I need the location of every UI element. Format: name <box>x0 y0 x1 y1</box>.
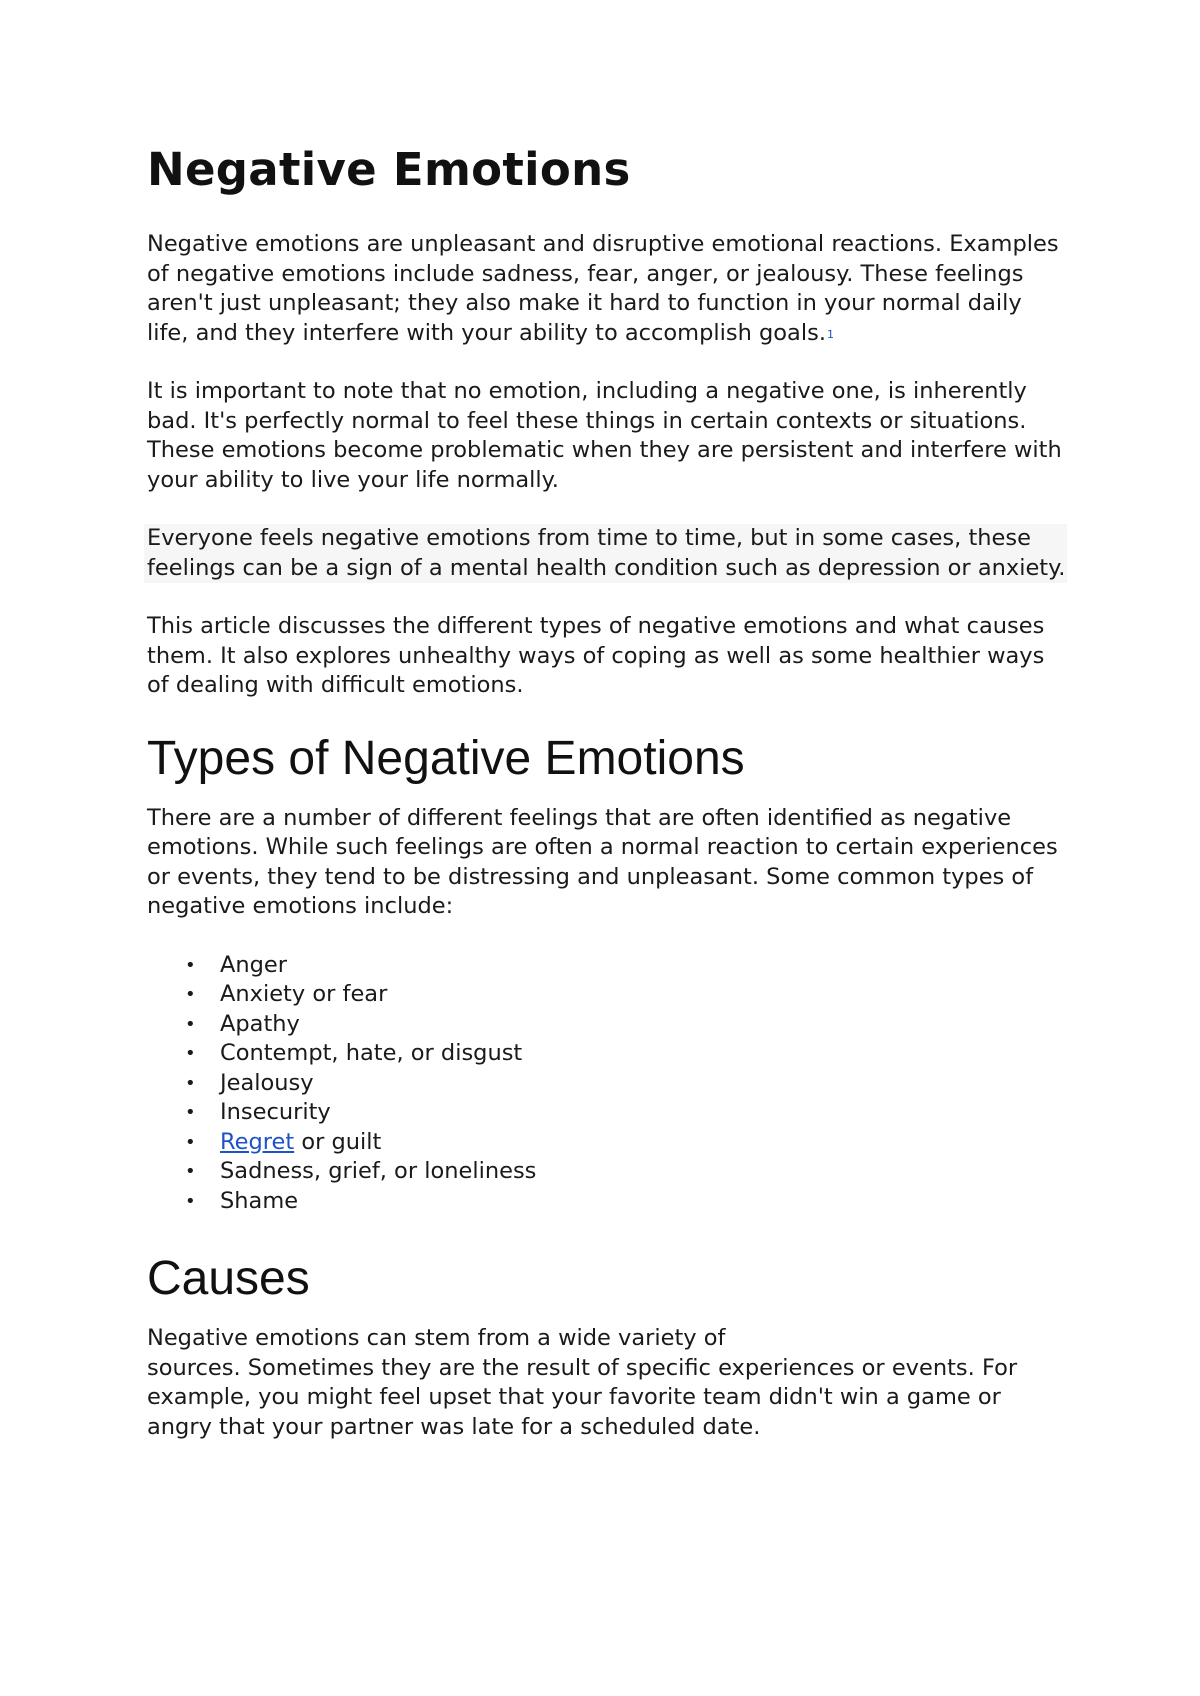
list-item <box>147 1157 1067 1187</box>
list-item <box>147 1187 1067 1217</box>
causes-line-1: Negative emotions can stem from a wide variety of <box>147 1325 726 1351</box>
list-item <box>147 1010 1067 1040</box>
list-item-label: or guilt <box>301 1128 382 1155</box>
causes-paragraph <box>147 1324 1067 1442</box>
page-title: Negative Emotions <box>147 143 631 196</box>
types-paragraph: There are a number of different feelings that are often identified as negative emotions. While such feelings are often a normal reaction to certain experiences or events, they tend to be distressing and unpleasant. Some common types of negative emotions include: <box>147 804 1058 919</box>
article <box>147 140 1067 1471</box>
intro-paragraph-1-text: Negative emotions are unpleasant and disruptive emotional reactions. Examples of negative emotions include sadness, fear, anger, or jealousy. These feelings aren't just unpleasant; they also make it hard to function in your normal daily life, and they interfere with your ability to accomplish goals. <box>147 231 1059 346</box>
bullet-icon: • <box>185 984 196 1005</box>
citation-ref[interactable]: 1 <box>826 327 834 341</box>
list-item-label: Sadness, grief, or loneliness <box>220 1158 537 1184</box>
list-item-label: Anger <box>220 951 288 978</box>
list-item-label: Anxiety or fear <box>220 981 388 1007</box>
list-item <box>147 1128 1067 1158</box>
bullet-icon: • <box>185 954 196 976</box>
emotion-list <box>147 951 1067 1217</box>
regret-link[interactable]: Regret <box>220 1128 295 1155</box>
intro-paragraph-1 <box>147 230 1067 348</box>
bullet-icon: • <box>185 1102 196 1123</box>
bullet-icon: • <box>185 1161 196 1182</box>
list-item-label: Insecurity <box>220 1099 331 1125</box>
list-item <box>147 1098 1067 1128</box>
bullet-icon: • <box>185 1013 196 1035</box>
bullet-icon: • <box>185 1131 196 1153</box>
types-heading: Types of Negative Emotions <box>147 731 745 785</box>
causes-heading: Causes <box>147 1252 310 1305</box>
list-item <box>147 980 1067 1010</box>
list-item-label: Contempt, hate, or disgust <box>220 1040 523 1066</box>
bullet-icon: • <box>185 1190 196 1212</box>
list-item <box>147 1039 1067 1069</box>
bullet-icon: • <box>185 1043 196 1064</box>
list-item-label: Apathy <box>220 1010 300 1037</box>
bullet-icon: • <box>185 1072 196 1094</box>
list-item <box>147 1069 1067 1099</box>
list-item-label: Jealousy <box>220 1069 314 1096</box>
intro-paragraph-2: It is important to note that no emotion, including a negative one, is inherently bad. It's perfectly normal to feel these things in certain contexts or situations. These emotions become problematic when they are persistent and interfere with your ability to live your life normally. <box>147 378 1062 493</box>
intro-paragraph-4: This article discusses the different types of negative emotions and what causes them. It also explores unhealthy ways of coping as well as some healthier ways of dealing with difficult emotions. <box>147 613 1045 698</box>
list-item <box>147 951 1067 981</box>
highlighted-paragraph: Everyone feels negative emotions from time to time, but in some cases, these feelings can be a sign of a mental health condition such as depression or anxiety. <box>144 524 1067 583</box>
list-item-label: Shame <box>220 1187 299 1214</box>
causes-line-rest: sources. Sometimes they are the result of specific experiences or events. For example, you might feel upset that your favorite team didn't win a game or angry that your partner was late for a scheduled date. <box>147 1354 1018 1440</box>
